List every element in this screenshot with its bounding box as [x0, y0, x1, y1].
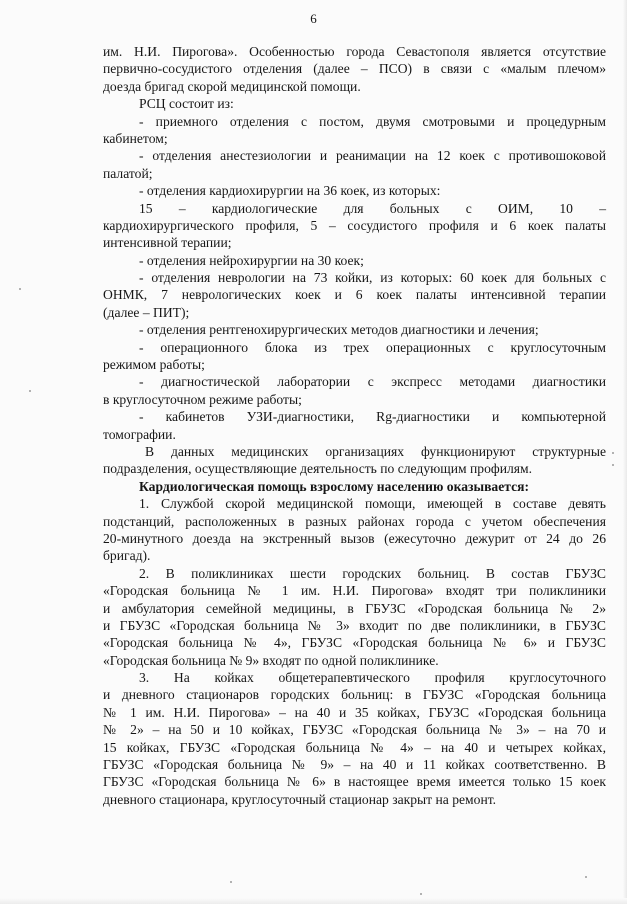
body-text-line: 15 – кардиологические для больных с ОИМ, 10 –	[139, 200, 606, 216]
body-text-line: 3. На койках общетерапевтического профиля круглосуточного	[139, 670, 606, 686]
body-text-line: - приемного отделения с постом, двумя смотровыми и процедурным	[139, 113, 606, 129]
body-text-line: 2. В поликлиниках шести городских больниц. В состав ГБУЗС	[139, 565, 606, 581]
page-number: 6	[310, 11, 317, 26]
document-body	[103, 43, 606, 808]
body-text-line: первично-сосудистого отделения (далее – ПСО) в связи с «малым плечом»	[103, 61, 606, 77]
scan-speck	[585, 876, 587, 878]
body-text-line: ГБУЗС «Городская больница № 9» – на 40 и 11 койках соответственно. В	[103, 757, 606, 773]
body-text-line: - отделения неврологии на 73 койки, из которых: 60 коек для больных с	[139, 270, 606, 286]
scan-speck	[29, 390, 31, 392]
body-text-line: - отделения анестезиологии и реанимации на 12 коек с противошоковой	[139, 148, 606, 164]
body-text-line: режимом работы;	[103, 357, 205, 373]
body-text-line: - отделения кардиохирургии на 36 коек, из которых:	[139, 183, 441, 199]
body-text-line: (далее – ПИТ);	[103, 304, 190, 320]
page-edge-shadow	[623, 0, 627, 904]
body-text-line: и амбулатория семейной медицины, в ГБУЗС «Городская больница № 2»	[103, 600, 606, 616]
body-text-line: ГБУЗС «Городская больница № 6» в настоящее время имеется только 15 коек	[103, 774, 606, 790]
scan-speck	[420, 893, 422, 895]
body-text-line: кабинетом;	[103, 130, 168, 146]
body-text-line: кардиохирургического профиля, 5 – сосудистого профиля и 6 коек палаты	[103, 217, 606, 233]
body-text-line: «Городская больница № 1 им. Н.И. Пирогова» входят три поликлиники	[103, 583, 606, 599]
body-text-line: томографии.	[103, 426, 176, 442]
body-text-line: «Городская больница № 9» входят по одной поликлинике.	[103, 652, 439, 668]
page-bottom-shadow	[0, 898, 627, 904]
body-text-line: «Городская больница № 4», ГБУЗС «Городская больница № 6» и ГБУЗС	[103, 635, 606, 651]
body-text-line: № 1 им. Н.И. Пирогова» – на 40 и 35 койках, ГБУЗС «Городская больница	[103, 704, 606, 720]
body-text-line: в круглосуточном режиме работы;	[103, 391, 302, 407]
body-text-line: - отделения рентгенохирургических методов диагностики и лечения;	[139, 322, 539, 338]
body-text-line: подстанций, расположенных в разных районах города с учетом обеспечения	[103, 513, 606, 529]
body-text-line: им. Н.И. Пирогова». Особенностью города Севастополя является отсутствие	[103, 44, 606, 59]
body-text-line: интенсивной терапии;	[103, 235, 232, 251]
body-text-line: - диагностической лаборатории с экспресс методами диагностики	[139, 374, 606, 390]
body-text-line: дневного стационара, круглосуточный стационар закрыт на ремонт.	[103, 791, 497, 807]
body-text-line: РСЦ состоит из:	[139, 96, 234, 112]
scan-speck	[612, 464, 614, 466]
body-text-line: - отделения нейрохирургии на 30 коек;	[139, 252, 364, 268]
scan-speck	[612, 452, 614, 454]
body-text-line: и дневного стационаров городских больниц: в ГБУЗС «Городская больница	[103, 687, 606, 703]
body-text-line: палатой;	[103, 165, 153, 181]
body-text-line: доезда бригад скорой медицинской помощи.	[103, 78, 361, 94]
body-text-line: 1. Службой скорой медицинской помощи, имеющей в составе девять	[139, 496, 606, 512]
body-text-line: - операционного блока из трех операционных с круглосуточным	[139, 339, 606, 355]
section-heading-line: Кардиологическая помощь взрослому населению оказывается:	[139, 478, 530, 494]
body-text-line: 15 койках, ГБУЗС «Городская больница № 4» – на 40 и четырех койках,	[103, 739, 606, 755]
body-text-line: бригад).	[103, 548, 151, 564]
body-text-line: № 2» – на 50 и 10 койках, ГБУЗС «Городская больница № 3» – на 70 и	[103, 722, 606, 738]
body-text-line: подразделения, осуществляющие деятельность по следующим профилям.	[103, 461, 533, 477]
body-text-line: 20-минутного доезда на экстренный вызов (ежесуточно дежурит от 24 до 26	[103, 530, 606, 546]
scan-speck	[230, 881, 232, 883]
body-text-line: В данных медицинских организациях функционируют структурные	[145, 443, 606, 459]
body-text-line: - кабинетов УЗИ-диагностики, Rg-диагностики и компьютерной	[139, 409, 606, 425]
scan-speck	[19, 288, 21, 290]
body-text-line: и ГБУЗС «Городская больница № 3» входит по две поликлиники, в ГБУЗС	[103, 617, 606, 633]
body-text-line: ОНМК, 7 неврологических коек и 6 коек палаты интенсивной терапии	[103, 287, 606, 303]
